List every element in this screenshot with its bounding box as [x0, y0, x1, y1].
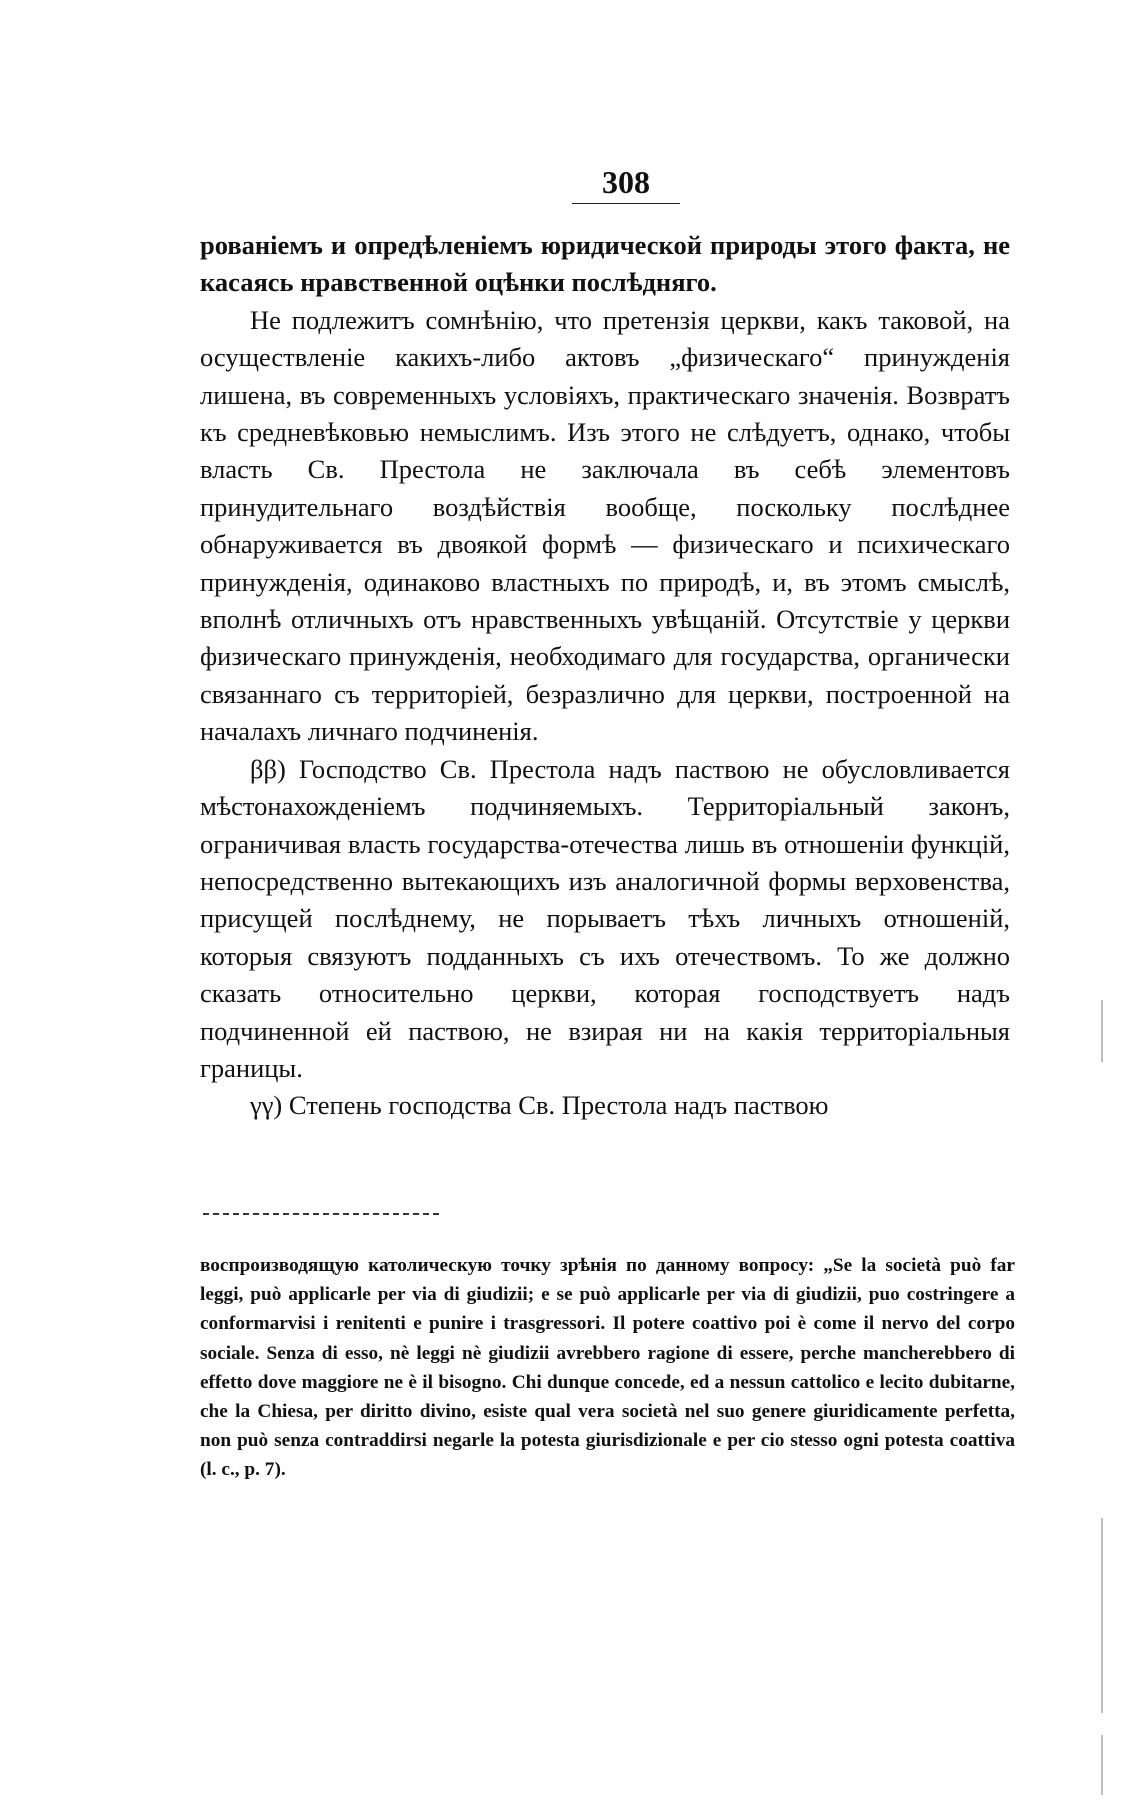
- paragraph-continuation: рованіемъ и опредѣленіемъ юридической природы этого факта, не касаясь нравственной оцѣнки послѣдняго.: [200, 230, 1010, 298]
- scan-edge-line: [1101, 1735, 1103, 1795]
- scan-edge-line: [1101, 1000, 1103, 1062]
- paragraph-gamma: γγ) Степень господства Св. Престола надъ паствою: [250, 1090, 829, 1121]
- main-text: [200, 227, 1010, 1125]
- page-number-rule: [572, 203, 680, 204]
- page-number: 308: [602, 164, 650, 200]
- paragraph-coercion: Не подлежитъ сомнѣнію, что претензія церкви, какъ таковой, на осуществленіе какихъ-либо актовъ „физическаго“ принужденія лишена, въ современныхъ условіяхъ, практическаго значенія. Возвратъ къ средневѣковью немыслимъ. Изъ этого не слѣдуетъ, однако, чтобы власть Св. Престола не заключала въ себѣ элементовъ принудительнаго воздѣйствія вообще, поскольку послѣднее обнаруживается въ двоякой формѣ — физическаго и психическаго принужденія, одинаково властныхъ по природѣ, и, въ этомъ смыслѣ, вполнѣ отличныхъ отъ нравственныхъ увѣщаній. Отсутствіе у церкви физическаго принужденія, необходимаго для государства, органически связаннаго съ территоріей, безразлично для церкви, построенной на началахъ личнаго подчиненія.: [200, 304, 1010, 747]
- scan-edge-line: [1101, 1518, 1103, 1713]
- footnote: воспроизводящую католическую точку зрѣнія по данному вопросу: „Se la società può far leggi, può applicarle per via di giudizii; e se può applicarle per via di giudizii, puo costringere a conformarvisi i renitenti e punire i trasgressori. Il potere coattivo poi è come il nervo del corpo sociale. Senza di esso, nè leggi nè giudizii avrebbero ragione di essere, perche mancherebbero di effetto dove maggiore ne è il bisogno. Chi dunque concede, ed a nessun cattolico e lecito dubitarne, che la Chiesa, per diritto divino, esiste qual vera società nel suo genere giuridicamente perfetta, non può senza contraddirsi negarle la potesta giurisdizionale e per cio stesso ogni potesta coattiva (l. c., p. 7).: [200, 1255, 1015, 1481]
- paragraph-beta: ββ) Господство Св. Престола надъ паствою не обусловливается мѣстонахожденіемъ подчиняемыхъ. Территоріальный законъ, ограничивая власть государства-отечества лишь въ отношеніи функцій, непосредственно вытекающихъ изъ аналогичной формы верховенства, присущей послѣднему, не порываетъ тѣхъ личныхъ отношеній, которыя связуютъ подданныхъ съ ихъ отечествомъ. То же должно сказать относительно церкви, которая господствуетъ надъ подчиненной ей паствою, не взирая ни на какія территоріальныя границы.: [200, 753, 1010, 1083]
- footnote-separator: [203, 1213, 439, 1215]
